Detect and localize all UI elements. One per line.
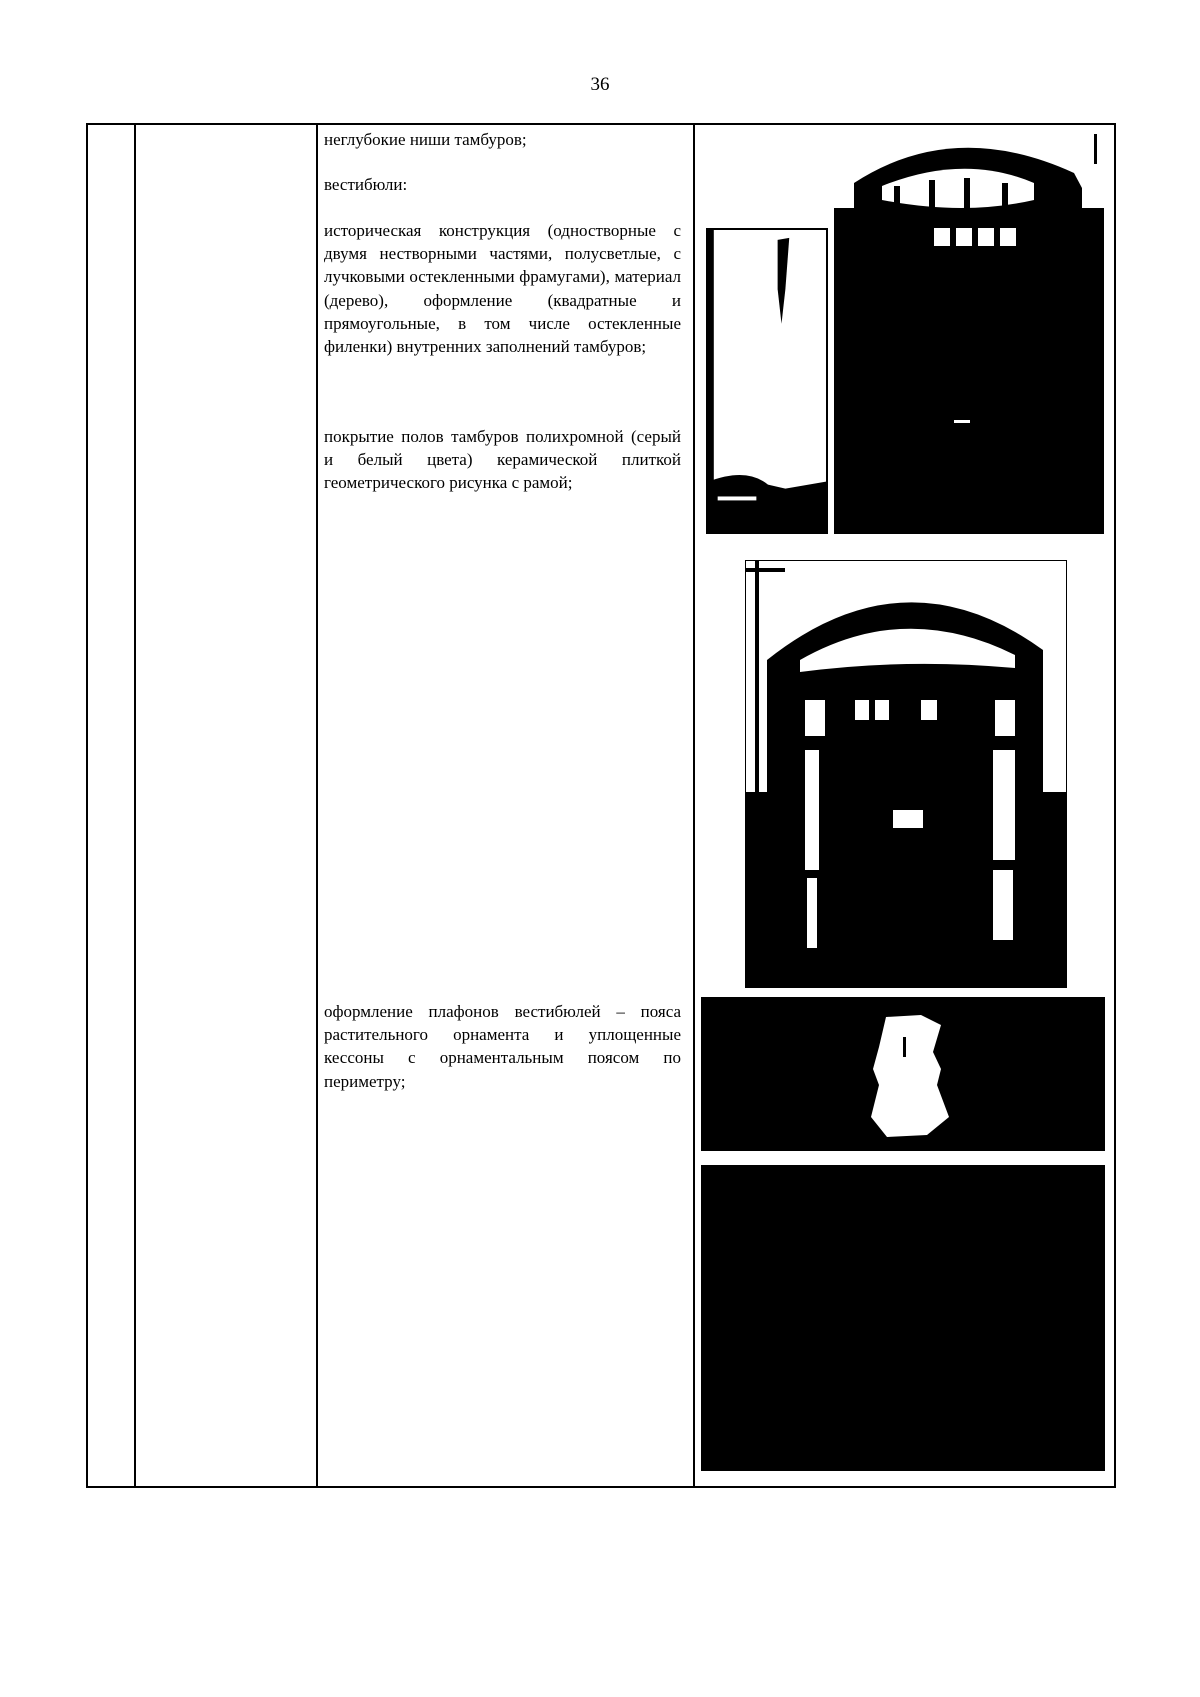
paragraph-vestibules: вестибюли:: [324, 175, 408, 194]
door-photo-arched-glazed: [745, 560, 1067, 988]
paragraph-plafond-design: оформление плафонов вестибюлей – пояса растительного орнамента и уплощенные кессоны с орнаментальным поясом по периметру;: [324, 1002, 681, 1091]
door-photo-arched-top: [834, 128, 1104, 534]
column-divider-1: [134, 125, 136, 1486]
paragraph-tambour-niches: неглубокие ниши тамбуров;: [324, 130, 527, 149]
plafond-photo-ornament: [701, 997, 1105, 1151]
column-divider-2: [316, 125, 318, 1486]
plafond-photo-coffers: [701, 1165, 1105, 1471]
paragraph-historic-construction: историческая конструкция (одностворные с двумя нестворными частями, полусветлые, с лучковыми остекленными фрамугами), материал (дерево), оформление (квадратные и прямоугольные, в том числе остекленные филенки) внутренних заполнений тамбуров;: [324, 221, 681, 357]
column-divider-3: [693, 125, 695, 1486]
paragraph-floor-covering: покрытие полов тамбуров полихромной (серый и белый цвета) керамической плиткой геометрического рисунка с рамой;: [324, 427, 681, 493]
page-number: 36: [590, 74, 610, 95]
door-photo-left: [706, 228, 828, 534]
